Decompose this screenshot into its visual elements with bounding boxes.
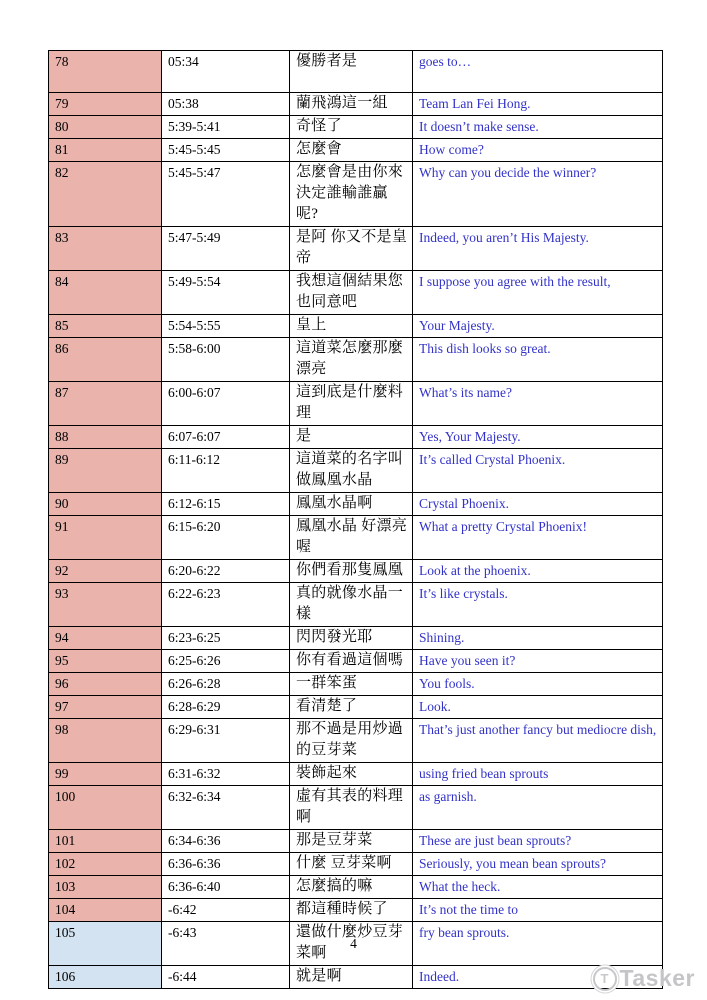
row-number-cell: 90 [49,493,162,516]
chinese-text-cell: 都這種時候了 [290,899,413,922]
english-text-cell: Your Majesty. [413,315,663,338]
table-row [49,162,663,227]
timestamp-cell: 6:29-6:31 [162,719,290,763]
timestamp-cell: 5:47-5:49 [162,227,290,271]
row-number-cell: 103 [49,876,162,899]
table-row [49,382,663,426]
timestamp-cell: 6:26-6:28 [162,673,290,696]
row-number-cell: 91 [49,516,162,560]
timestamp-cell: 5:58-6:00 [162,338,290,382]
english-text-cell: using fried bean sprouts [413,763,663,786]
chinese-text-cell: 這道菜的名字叫做鳳凰水晶 [290,449,413,493]
chinese-text-cell: 這到底是什麼料理 [290,382,413,426]
english-text-cell: Shining. [413,627,663,650]
english-text-cell: What a pretty Crystal Phoenix! [413,516,663,560]
table-row [49,560,663,583]
timestamp-cell: 6:20-6:22 [162,560,290,583]
row-number-cell: 85 [49,315,162,338]
row-number-cell: 97 [49,696,162,719]
watermark-text: Tasker [619,965,695,991]
table-row [49,719,663,763]
timestamp-cell: 6:36-6:36 [162,853,290,876]
english-text-cell: It doesn’t make sense. [413,116,663,139]
table-row [49,876,663,899]
table-row [49,493,663,516]
table-row [49,627,663,650]
chinese-text-cell: 是阿 你又不是皇帝 [290,227,413,271]
english-text-cell: This dish looks so great. [413,338,663,382]
chinese-text-cell: 那是豆芽菜 [290,830,413,853]
english-text-cell: as garnish. [413,786,663,830]
chinese-text-cell: 我想這個結果您也同意吧 [290,271,413,315]
table-row [49,853,663,876]
english-text-cell: Crystal Phoenix. [413,493,663,516]
english-text-cell: These are just bean sprouts? [413,830,663,853]
row-number-cell: 99 [49,763,162,786]
timestamp-cell: 6:28-6:29 [162,696,290,719]
chinese-text-cell: 皇上 [290,315,413,338]
table-row [49,227,663,271]
table-row [49,449,663,493]
timestamp-cell: 6:00-6:07 [162,382,290,426]
timestamp-cell: 05:34 [162,51,290,93]
row-number-cell: 94 [49,627,162,650]
chinese-text-cell: 你有看過這個嗎 [290,650,413,673]
timestamp-cell: 6:07-6:07 [162,426,290,449]
row-number-cell: 87 [49,382,162,426]
timestamp-cell: 6:12-6:15 [162,493,290,516]
timestamp-cell: -6:42 [162,899,290,922]
chinese-text-cell: 是 [290,426,413,449]
row-number-cell: 89 [49,449,162,493]
english-text-cell: Indeed, you aren’t His Majesty. [413,227,663,271]
tasker-logo-letter: T [600,971,609,986]
row-number-cell: 98 [49,719,162,763]
page-number: 4 [350,936,357,951]
chinese-text-cell: 怎麼搞的嘛 [290,876,413,899]
english-text-cell: Yes, Your Majesty. [413,426,663,449]
english-text-cell: It’s like crystals. [413,583,663,627]
table-row [49,830,663,853]
row-number-cell: 82 [49,162,162,227]
chinese-text-cell: 怎麼會是由你來決定誰輸誰贏呢? [290,162,413,227]
english-text-cell: Have you seen it? [413,650,663,673]
table-row [49,516,663,560]
timestamp-cell: 5:49-5:54 [162,271,290,315]
row-number-cell: 88 [49,426,162,449]
row-number-cell: 96 [49,673,162,696]
subtitle-translation-table [48,50,663,989]
row-number-cell: 102 [49,853,162,876]
table-row [49,583,663,627]
table-row [49,966,663,989]
row-number-cell: 80 [49,116,162,139]
timestamp-cell: 5:39-5:41 [162,116,290,139]
row-number-cell: 81 [49,139,162,162]
timestamp-cell: 6:23-6:25 [162,627,290,650]
chinese-text-cell: 裝飾起來 [290,763,413,786]
timestamp-cell: 6:11-6:12 [162,449,290,493]
row-number-cell: 93 [49,583,162,627]
table-row [49,271,663,315]
chinese-text-cell: 你們看那隻鳳凰 [290,560,413,583]
table-row [49,338,663,382]
timestamp-cell: -6:44 [162,966,290,989]
row-number-cell: 92 [49,560,162,583]
chinese-text-cell: 這道菜怎麼那麼漂亮 [290,338,413,382]
english-text-cell: Team Lan Fei Hong. [413,93,663,116]
english-text-cell: Seriously, you mean bean sprouts? [413,853,663,876]
chinese-text-cell: 奇怪了 [290,116,413,139]
table-row [49,650,663,673]
timestamp-cell: 05:38 [162,93,290,116]
chinese-text-cell: 蘭飛鴻這一組 [290,93,413,116]
row-number-cell: 106 [49,966,162,989]
table-row [49,899,663,922]
timestamp-cell: 5:45-5:47 [162,162,290,227]
table-row [49,763,663,786]
table-row [49,696,663,719]
table-row [49,673,663,696]
chinese-text-cell: 就是啊 [290,966,413,989]
timestamp-cell: 6:15-6:20 [162,516,290,560]
row-number-cell: 101 [49,830,162,853]
row-number-cell: 100 [49,786,162,830]
row-number-cell: 84 [49,271,162,315]
english-text-cell: Look. [413,696,663,719]
tasker-logo-icon [593,967,617,991]
row-number-cell: 79 [49,93,162,116]
chinese-text-cell: 怎麼會 [290,139,413,162]
row-number-cell: 86 [49,338,162,382]
timestamp-cell: 5:54-5:55 [162,315,290,338]
row-number-cell: 83 [49,227,162,271]
english-text-cell: fry bean sprouts. [413,922,663,966]
timestamp-cell: 6:31-6:32 [162,763,290,786]
tasker-watermark [593,965,695,992]
chinese-text-cell: 還做什麼炒豆芽菜啊 [290,922,413,966]
row-number-cell: 105 [49,922,162,966]
english-text-cell: goes to… [413,51,663,93]
chinese-text-cell: 一群笨蛋 [290,673,413,696]
chinese-text-cell: 看清楚了 [290,696,413,719]
table-row [49,315,663,338]
row-number-cell: 95 [49,650,162,673]
chinese-text-cell: 那不過是用炒過的豆芽菜 [290,719,413,763]
english-text-cell: How come? [413,139,663,162]
english-text-cell: It’s not the time to [413,899,663,922]
english-text-cell: You fools. [413,673,663,696]
chinese-text-cell: 真的就像水晶一樣 [290,583,413,627]
english-text-cell: Why can you decide the winner? [413,162,663,227]
english-text-cell: Look at the phoenix. [413,560,663,583]
timestamp-cell: -6:43 [162,922,290,966]
timestamp-cell: 6:22-6:23 [162,583,290,627]
chinese-text-cell: 優勝者是 [290,51,413,93]
table-row [49,93,663,116]
english-text-cell: What the heck. [413,876,663,899]
english-text-cell: I suppose you agree with the result, [413,271,663,315]
chinese-text-cell: 閃閃發光耶 [290,627,413,650]
table-row [49,139,663,162]
row-number-cell: 104 [49,899,162,922]
timestamp-cell: 6:32-6:34 [162,786,290,830]
chinese-text-cell: 鳳凰水晶 好漂亮喔 [290,516,413,560]
table-row [49,426,663,449]
table-row [49,51,663,93]
chinese-text-cell: 鳳凰水晶啊 [290,493,413,516]
timestamp-cell: 6:36-6:40 [162,876,290,899]
table-row [49,786,663,830]
timestamp-cell: 6:34-6:36 [162,830,290,853]
table-row [49,116,663,139]
chinese-text-cell: 什麼 豆芽菜啊 [290,853,413,876]
chinese-text-cell: 虛有其表的料理啊 [290,786,413,830]
english-text-cell: It’s called Crystal Phoenix. [413,449,663,493]
english-text-cell: That’s just another fancy but mediocre dish, [413,719,663,763]
english-text-cell: What’s its name? [413,382,663,426]
timestamp-cell: 5:45-5:45 [162,139,290,162]
row-number-cell: 78 [49,51,162,93]
english-text-cell: Indeed. [413,966,663,989]
timestamp-cell: 6:25-6:26 [162,650,290,673]
